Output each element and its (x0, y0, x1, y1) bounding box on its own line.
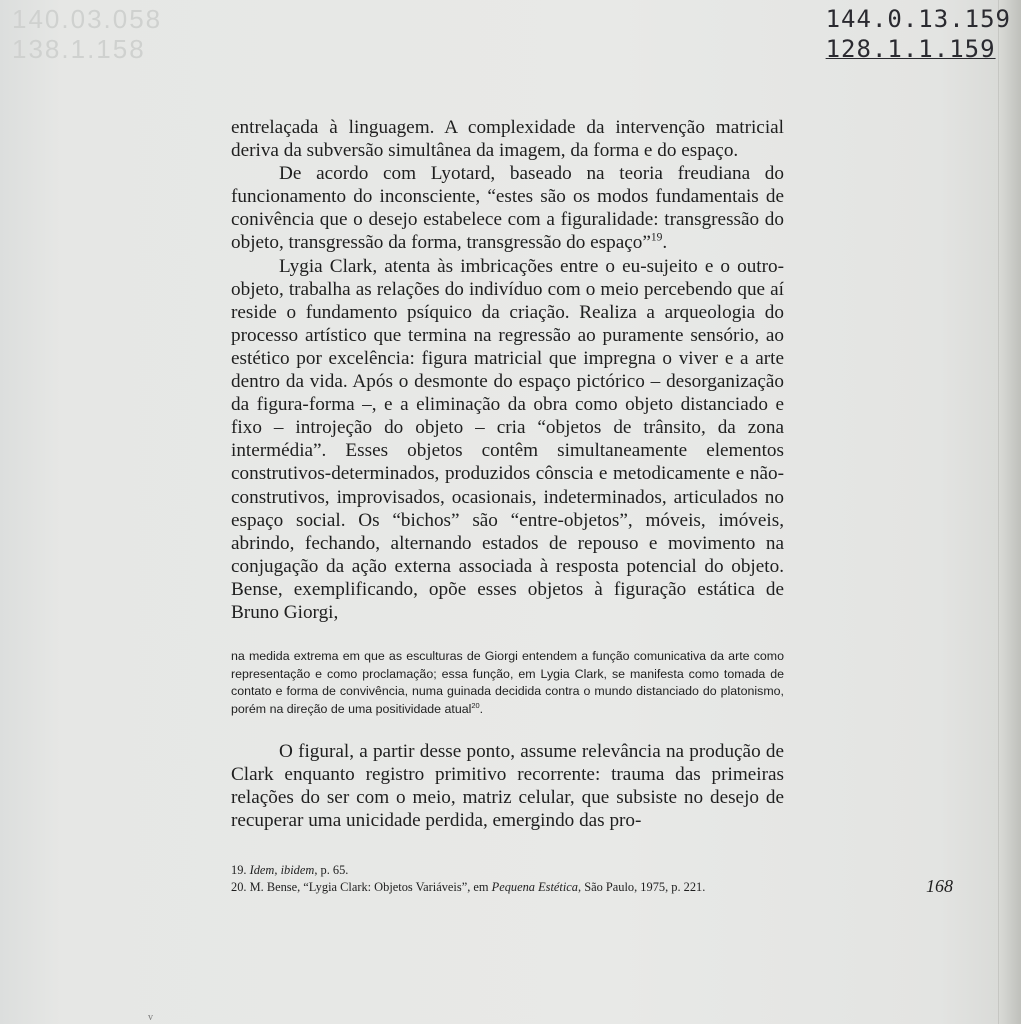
footnote-19-rest: , p. 65. (314, 863, 349, 877)
main-text-continued (231, 740, 784, 832)
main-text (231, 116, 784, 624)
footnote-19 (231, 862, 791, 879)
block-quote (231, 648, 784, 718)
footnote-19-italic: Idem, ibidem (249, 863, 315, 877)
handwritten-line1: 144.0.13.159 (825, 5, 1011, 33)
ghost-stamp-line1: 140.03.058 (12, 4, 163, 34)
paragraph-2 (231, 162, 784, 254)
handwritten-line2: 128.1.1.159 (825, 35, 996, 63)
footnote-20-pre: M. Bense, “Lygia Clark: Objetos Variáveis”, em (249, 880, 492, 894)
page-edge (998, 0, 1021, 1024)
footnote-ref-19: 19 (650, 232, 663, 245)
paragraph-2-text: De acordo com Lyotard, baseado na teoria freudiana do funcionamento do inconsciente, “estes são os modos fundamentais de conivência que o desejo estabelece com a figuralidade: transgressão do objeto, transgressão da forma, transgressão do espaço” (231, 163, 784, 254)
paragraph-2-end: . (662, 232, 668, 254)
footnote-20-italic: Pequena Estética (491, 880, 578, 894)
footnote-20-number: 20. (231, 880, 247, 894)
footnote-19-number: 19. (231, 863, 247, 877)
footnotes (231, 862, 791, 896)
quote-paragraph (231, 648, 784, 718)
quote-text: na medida extrema em que as esculturas de Giorgi entendem a função comunicativa da arte como representação e como proclamação; essa função, em Lygia Clark, se manifesta como tomada de contato e forma de convivência, numa guinada decidida contra o mundo distanciado do platonismo, porém na direção de uma positividade atual (231, 649, 784, 716)
quote-end: . (479, 701, 484, 716)
footnote-20 (231, 879, 791, 896)
ghost-stamp (12, 4, 162, 64)
handwritten-catalog-number (826, 4, 1011, 64)
paragraph-3: Lygia Clark, atenta às imbricações entre o eu-sujeito e o outro-objeto, trabalha as relações do indivíduo com o meio percebendo que aí reside o fundamento psíquico da criação. Realiza a arqueologia do processo artístico que termina na regressão ao puramente sensório, ao estético por excelência: figura matricial que impregna o viver e a arte dentro da vida. Após o desmonte do espaço pictórico – desorganização da figura-forma –, e a eliminação da obra como objeto distanciado e fixo – introjeção do objeto – cria “objetos de trânsito, da zona intermédia”. Esses objetos contêm simultaneamente elementos construtivos-determinados, produzidos cônscia e metodicamente e não-construtivos, improvisados, ocasionais, indeterminados, articulados no espaço social. Os “bichos” são “entre-objetos”, móveis, imóveis, abrindo, fechando, alternando estados de repouso e movimento na conjugação da ação externa associada à resposta potencial do objeto. Bense, exemplificando, opõe esses objetos à figuração estática de Bruno Giorgi, (231, 255, 784, 623)
footnote-ref-20: 20 (471, 700, 480, 710)
paragraph-1: entrelaçada à linguagem. A complexidade da intervenção matricial deriva da subversão simultânea da imagem, da forma e do espaço. (231, 117, 784, 162)
paragraph-4: O figural, a partir desse ponto, assume relevância na produção de Clark enquanto registro primitivo recorrente: trauma das primeiras relações do ser com o meio, matriz celular, que subsiste no desejo de recuperar uma unicidade perdida, emergindo das pro- (231, 741, 784, 832)
ghost-stamp-line2: 138.1.158 (12, 34, 146, 64)
stray-mark: v (148, 1012, 153, 1023)
page-number: 168 (926, 876, 953, 896)
footnote-20-rest: , São Paulo, 1975, p. 221. (578, 880, 706, 894)
